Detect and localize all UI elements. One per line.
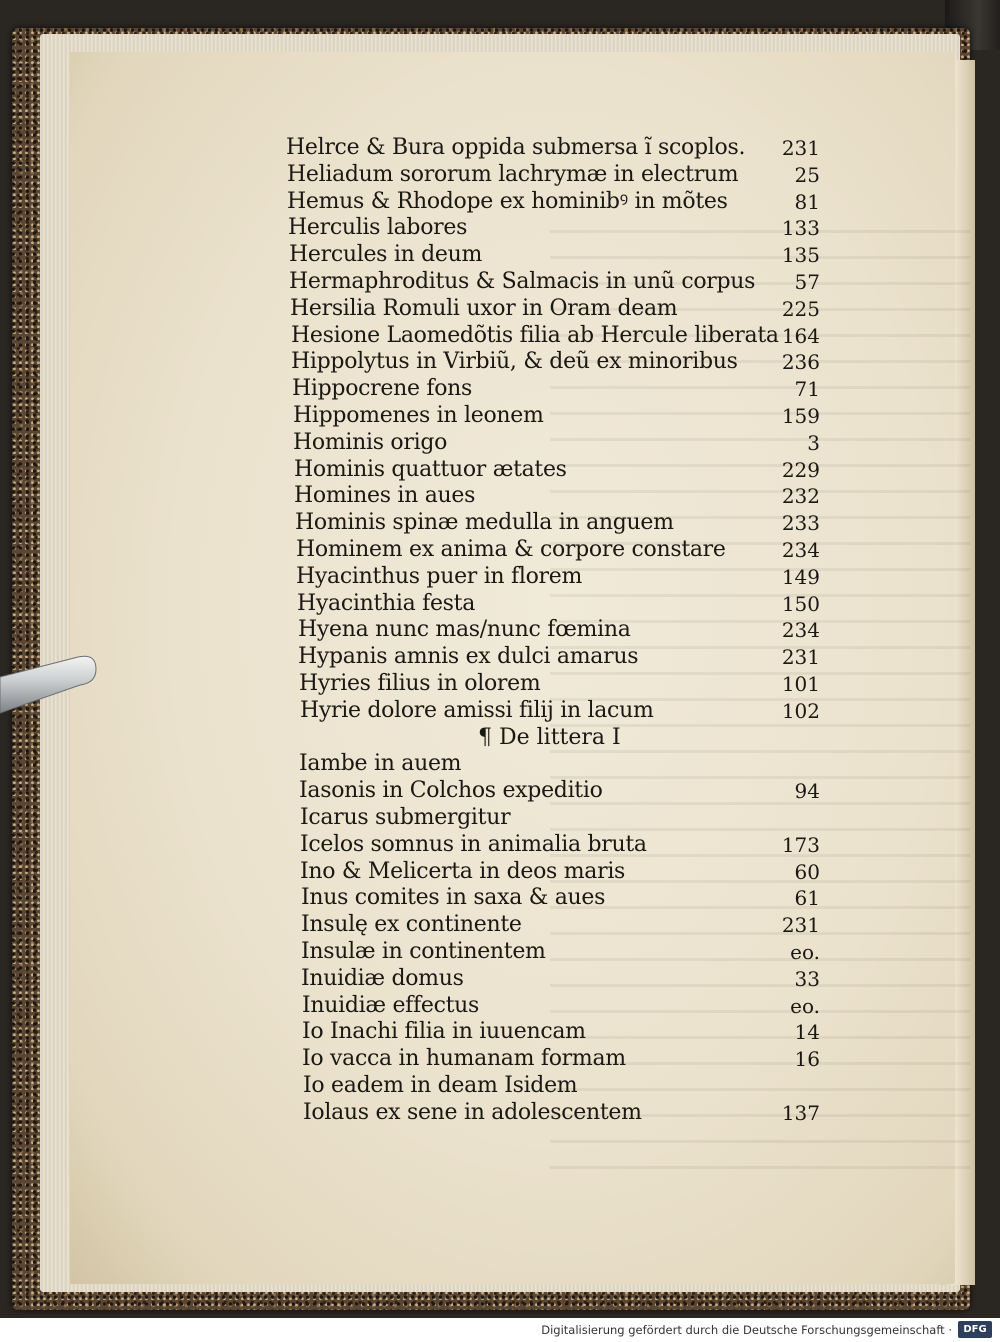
entry-before-text: Hominem ex anima & corpore constare <box>296 537 726 562</box>
entry-after-page-number: 33 <box>794 966 820 991</box>
entry-before-text: Heliadum sororum lachrymæ in electrum <box>287 161 739 187</box>
entry-after-page-number: eo. <box>790 993 820 1018</box>
entry-after-page-number: 16 <box>794 1047 820 1072</box>
dfg-logo: DFG <box>958 1321 992 1338</box>
entry-before-page-number: 231 <box>781 645 820 670</box>
entry-before-text: Hyena nunc mas/nunc fœmina <box>298 617 631 643</box>
entry-before-text: Hercules in deum <box>289 242 483 268</box>
entry-after-text: Iambe in auem <box>299 751 462 777</box>
entry-before-page-number: 229 <box>781 457 820 482</box>
entry-before-page-number: 236 <box>781 350 820 375</box>
entry-after-text: Iasonis in Colchos expeditio <box>299 778 603 804</box>
entry-before-page-number: 25 <box>794 162 820 187</box>
entry-after-page-number: 231 <box>781 913 820 938</box>
entry-before-text: Hesione Laomedõtis filia ab Hercule liberata <box>291 322 779 348</box>
entry-before-text: Hippolytus in Virbiũ, & deũ ex minoribus <box>291 349 738 375</box>
footer-credit: Digitalisierung gefördert durch die Deutsche Forschungsgemeinschaft · <box>541 1323 952 1337</box>
entry-after-text: Insulę ex continente <box>301 912 522 938</box>
entry-before-page-number: 233 <box>781 511 820 536</box>
entry-before-text: Hermaphroditus & Salmacis in unũ corpus <box>289 269 756 294</box>
entry-before-page-number: 57 <box>794 270 820 294</box>
entry-after-text: Io vacca in humanam formam <box>302 1046 626 1072</box>
entry-before-text: Hominis spinæ medulla in anguem <box>295 510 674 536</box>
entry-before-text: Hyacinthus puer in florem <box>296 563 583 589</box>
entry-before-page-number: 225 <box>781 296 820 321</box>
entry-before-page-number: 234 <box>781 618 820 643</box>
entry-after-page-number: eo. <box>790 940 820 964</box>
entry-after-text: Icelos somnus in animalia bruta <box>300 831 647 857</box>
entry-before-text: Herculis labores <box>288 215 468 241</box>
entry-before-text: Hominis quattuor ætates <box>294 456 567 482</box>
entry-after-text: Io eadem in deam Isidem <box>303 1073 578 1098</box>
entry-after-text: Inuidiæ effectus <box>302 992 480 1018</box>
entry-after-text: Io Inachi filia in iuuencam <box>302 1019 586 1045</box>
section-heading: ¶ De littera I <box>478 724 621 750</box>
entry-before-page-number: 81 <box>794 189 820 214</box>
entry-before-text: Hominis origo <box>293 429 448 455</box>
entry-after-page-number: 60 <box>794 859 820 884</box>
entry-before-text: Helrce & Bura oppida submersa ĩ scoplos. <box>286 135 746 160</box>
entry-before-text: Hippomenes in leonem <box>293 403 544 428</box>
entry-after-text: Icarus submergitur <box>300 805 511 830</box>
entry-before-page-number: 159 <box>781 404 820 428</box>
entry-before-text: Homines in aues <box>294 483 476 509</box>
entry-before-text: Hyacinthia festa <box>297 590 476 616</box>
entry-before-page-number: 149 <box>781 564 820 589</box>
entry-before-text: Hyrie dolore amissi filij in lacum <box>300 697 654 723</box>
entry-after-text: Iolaus ex sene in adolescentem <box>303 1099 642 1125</box>
entry-after-text: Insulæ in continentem <box>301 939 546 964</box>
footer-bar <box>0 1318 1000 1342</box>
entry-before-text: Hersilia Romuli uxor in Oram deam <box>290 295 678 321</box>
entry-before-page-number: 164 <box>781 323 820 348</box>
entry-after-text: Inuidiæ domus <box>301 965 464 991</box>
entry-before-page-number: 101 <box>781 672 820 696</box>
entry-after-page-number: 61 <box>794 886 820 911</box>
entry-after-page-number: 94 <box>794 779 820 804</box>
entry-before-page-number: 234 <box>781 538 820 562</box>
entry-after-page-number: 137 <box>781 1100 820 1125</box>
entry-before-page-number: 150 <box>781 591 820 616</box>
entry-after-text: Inus comites in saxa & aues <box>301 885 606 911</box>
entry-before-page-number: 3 <box>807 430 820 455</box>
entry-before-page-number: 232 <box>781 484 820 509</box>
entry-before-text: Hyries filius in olorem <box>299 671 541 696</box>
entry-before-page-number: 135 <box>781 243 820 268</box>
entry-after-page-number: 173 <box>781 832 820 857</box>
entry-after-text: Ino & Melicerta in deos maris <box>300 858 626 884</box>
entry-before-page-number: 102 <box>781 698 820 723</box>
entry-after-page-number: 14 <box>794 1020 820 1045</box>
entry-before-page-number: 231 <box>781 136 820 160</box>
entry-before-text: Hippocrene fons <box>292 376 473 402</box>
entry-before-text: Hypanis amnis ex dulci amarus <box>298 644 639 670</box>
entry-before-page-number: 133 <box>781 216 820 241</box>
entry-before-page-number: 71 <box>794 377 820 402</box>
entry-before-text: Hemus & Rhodope ex hominibꝰ in mõtes <box>287 188 728 214</box>
page-holder-tool <box>0 655 100 715</box>
